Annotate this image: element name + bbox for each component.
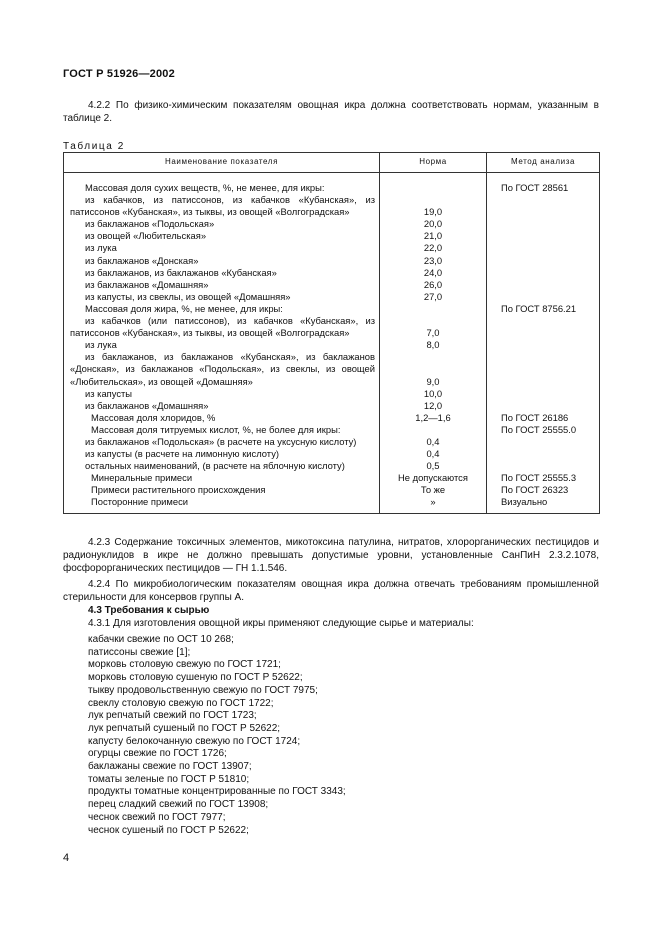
row-method bbox=[487, 230, 600, 242]
column-header-indicator: Наименование показателя bbox=[64, 153, 380, 173]
row-norm: 27,0 bbox=[380, 291, 487, 303]
row-indicator: из кабачков (или патиссонов), из кабачков «Кубанская», из патиссонов «Кубанская», из тыквы, из овощей «Волгоградская» bbox=[70, 315, 375, 339]
list-item: томаты зеленые по ГОСТ Р 51810; bbox=[88, 773, 250, 785]
row-norm: То же bbox=[380, 484, 487, 496]
row-method bbox=[487, 279, 600, 291]
list-item: перец сладкий свежий по ГОСТ 13908; bbox=[88, 799, 269, 811]
table-row bbox=[64, 351, 600, 387]
row-indicator: из лука bbox=[85, 242, 117, 254]
table-row-spacer bbox=[64, 173, 600, 183]
row-norm bbox=[380, 424, 487, 436]
list-item: лук репчатый сушеный по ГОСТ Р 52622; bbox=[88, 722, 281, 734]
row-norm: 7,0 bbox=[380, 315, 487, 339]
row-indicator: из капусты, из свеклы, из овощей «Домашняя» bbox=[85, 290, 291, 302]
paragraph-4-2-4: 4.2.4 По микробиологическим показателям овощная икра должна отвечать требованиям промышленной стерильности для консервов группы А. bbox=[63, 579, 599, 603]
row-method bbox=[487, 388, 600, 400]
row-indicator: из капусты bbox=[85, 387, 133, 399]
table-row bbox=[64, 472, 600, 484]
row-norm: 19,0 bbox=[380, 194, 487, 218]
row-indicator: Массовая доля жира, %, не менее, для икры: bbox=[85, 302, 283, 314]
table-row bbox=[64, 448, 600, 460]
row-indicator: из баклажанов «Домашняя» bbox=[85, 278, 209, 290]
document-header: ГОСТ Р 51926—2002 bbox=[63, 68, 175, 80]
row-method bbox=[487, 448, 600, 460]
section-heading-4-3: 4.3 Требования к сырью bbox=[88, 605, 210, 616]
table-row bbox=[64, 400, 600, 412]
indicators-table bbox=[63, 152, 600, 514]
row-indicator: Примеси растительного происхождения bbox=[91, 484, 266, 496]
row-norm: 0,5 bbox=[380, 460, 487, 472]
row-method bbox=[487, 242, 600, 254]
table-row bbox=[64, 218, 600, 230]
row-norm: 24,0 bbox=[380, 267, 487, 279]
row-method: Визуально bbox=[487, 496, 600, 508]
materials-list bbox=[88, 634, 346, 837]
table-row bbox=[64, 182, 600, 194]
paragraph-4-2-2: 4.2.2 По физико-химическим показателям овощная икра должна соответствовать нормам, указанным в таблице 2. bbox=[63, 100, 599, 124]
row-method: По ГОСТ 25555.0 bbox=[487, 424, 600, 436]
list-item: огурцы свежие по ГОСТ 1726; bbox=[88, 748, 227, 760]
row-indicator: из кабачков, из патиссонов, из кабачков «Кубанская», из патиссонов «Кубанская», из тыквы, из овощей «Волгоградская» bbox=[70, 194, 375, 218]
row-indicator: Минеральные примеси bbox=[91, 472, 193, 484]
row-indicator: из овощей «Любительская» bbox=[85, 230, 207, 242]
list-item: кабачки свежие по ОСТ 10 268; bbox=[88, 634, 234, 645]
paragraph-4-2-3: 4.2.3 Содержание токсичных элементов, микотоксина патулина, нитратов, хлорорганических пестицидов и радионуклидов в икре не должно превышать допустимые уровни, установленные СанПиН 2.3.2.1078, фосфорорганических пестицидов — ГН 1.1.546. bbox=[63, 537, 599, 574]
row-indicator: из баклажанов «Подольская» bbox=[85, 218, 215, 230]
row-norm: 23,0 bbox=[380, 255, 487, 267]
list-item: патиссоны свежие [1]; bbox=[88, 646, 191, 658]
table-header-row bbox=[64, 153, 600, 173]
table-row bbox=[64, 230, 600, 242]
row-indicator: Массовая доля титруемых кислот, %, не более для икры: bbox=[91, 423, 341, 435]
row-norm: 21,0 bbox=[380, 230, 487, 242]
row-norm: 10,0 bbox=[380, 388, 487, 400]
table-row bbox=[64, 315, 600, 339]
row-method: По ГОСТ 8756.21 bbox=[487, 303, 600, 315]
table-row bbox=[64, 242, 600, 254]
table-row bbox=[64, 412, 600, 424]
list-item: чеснок сушеный по ГОСТ Р 52622; bbox=[88, 824, 249, 836]
row-norm: 20,0 bbox=[380, 218, 487, 230]
table-row bbox=[64, 339, 600, 351]
row-indicator: из баклажанов «Донская» bbox=[85, 254, 199, 266]
list-item: баклажаны свежие по ГОСТ 13907; bbox=[88, 761, 252, 773]
table-row bbox=[64, 267, 600, 279]
table-row bbox=[64, 388, 600, 400]
row-method: По ГОСТ 26186 bbox=[487, 412, 600, 424]
row-method: По ГОСТ 25555.3 bbox=[487, 472, 600, 484]
row-norm: 0,4 bbox=[380, 436, 487, 448]
list-item: продукты томатные концентрированные по ГОСТ 3343; bbox=[88, 786, 346, 798]
row-norm: » bbox=[380, 496, 487, 508]
list-item: капусту белокочанную свежую по ГОСТ 1724; bbox=[88, 735, 301, 747]
table-row bbox=[64, 291, 600, 303]
table-row bbox=[64, 484, 600, 496]
table-row bbox=[64, 424, 600, 436]
list-item: чеснок свежий по ГОСТ 7977; bbox=[88, 811, 226, 823]
row-indicator: Массовая доля хлоридов, % bbox=[91, 411, 216, 423]
row-norm bbox=[380, 303, 487, 315]
table-row bbox=[64, 303, 600, 315]
column-header-norm: Норма bbox=[380, 153, 487, 173]
list-item: свеклу столовую свежую по ГОСТ 1722; bbox=[88, 697, 274, 709]
table-caption: Таблица 2 bbox=[63, 141, 125, 152]
row-indicator: из баклажанов, из баклажанов «Кубанская», из баклажанов «Донская», из баклажанов «Подольская», из свеклы, из овощей «Любительская», из овощей «Домашняя» bbox=[70, 351, 375, 387]
row-method bbox=[487, 267, 600, 279]
row-norm: 0,4 bbox=[380, 448, 487, 460]
row-norm: 8,0 bbox=[380, 339, 487, 351]
page-number: 4 bbox=[63, 852, 70, 864]
list-item: лук репчатый свежий по ГОСТ 1723; bbox=[88, 710, 257, 722]
row-indicator: из баклажанов, из баклажанов «Кубанская» bbox=[85, 266, 277, 278]
table-row bbox=[64, 460, 600, 472]
table-row bbox=[64, 436, 600, 448]
row-indicator: остальных наименований, (в расчете на яблочную кислоту) bbox=[85, 460, 345, 472]
row-norm bbox=[380, 182, 487, 194]
row-method bbox=[487, 218, 600, 230]
paragraph-4-3-1: 4.3.1 Для изготовления овощной икры применяют следующие сырье и материалы: bbox=[88, 618, 474, 629]
row-method bbox=[487, 194, 600, 218]
row-method: По ГОСТ 28561 bbox=[487, 182, 600, 194]
row-method: По ГОСТ 26323 bbox=[487, 484, 600, 496]
row-norm: Не допускаются bbox=[380, 472, 487, 484]
list-item: морковь столовую сушеную по ГОСТ Р 52622; bbox=[88, 672, 303, 684]
table-row-spacer bbox=[64, 509, 600, 514]
list-item: тыкву продовольственную свежую по ГОСТ 7975; bbox=[88, 684, 318, 696]
row-indicator: из баклажанов «Домашняя» bbox=[85, 399, 209, 411]
row-indicator: из капусты (в расчете на лимонную кислоту) bbox=[85, 448, 280, 460]
row-norm: 22,0 bbox=[380, 242, 487, 254]
row-norm: 1,2—1,6 bbox=[380, 412, 487, 424]
row-method bbox=[487, 400, 600, 412]
table-row bbox=[64, 255, 600, 267]
row-norm: 26,0 bbox=[380, 279, 487, 291]
row-method bbox=[487, 291, 600, 303]
row-indicator: из лука bbox=[85, 339, 117, 351]
list-item: морковь столовую свежую по ГОСТ 1721; bbox=[88, 659, 281, 671]
row-indicator: Посторонние примеси bbox=[91, 496, 188, 508]
row-method bbox=[487, 436, 600, 448]
row-norm: 9,0 bbox=[380, 351, 487, 387]
row-method bbox=[487, 315, 600, 339]
row-method bbox=[487, 460, 600, 472]
table-row bbox=[64, 496, 600, 508]
row-indicator: Массовая доля сухих веществ, %, не менее, для икры: bbox=[85, 182, 325, 193]
row-indicator: из баклажанов «Подольская» (в расчете на уксусную кислоту) bbox=[85, 435, 357, 447]
table-row bbox=[64, 279, 600, 291]
row-method bbox=[487, 351, 600, 387]
row-method bbox=[487, 255, 600, 267]
column-header-method: Метод анализа bbox=[487, 153, 600, 173]
table-row bbox=[64, 194, 600, 218]
row-method bbox=[487, 339, 600, 351]
row-norm: 12,0 bbox=[380, 400, 487, 412]
